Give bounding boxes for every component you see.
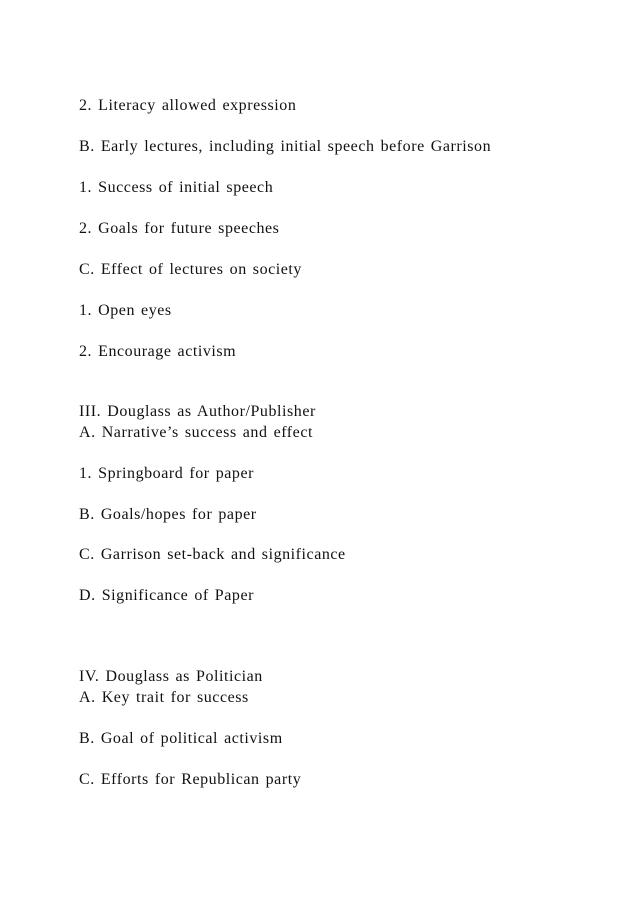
section-heading: IV. Douglass as Politician	[79, 668, 263, 685]
outline-item: B. Goals/hopes for paper	[79, 506, 257, 523]
outline-item: 2. Goals for future speeches	[79, 220, 280, 237]
outline-item: C. Effect of lectures on society	[79, 261, 302, 278]
outline-item: C. Garrison set-back and significance	[79, 546, 346, 563]
outline-item: 1. Open eyes	[79, 302, 172, 319]
outline-item: 1. Success of initial speech	[79, 179, 274, 196]
outline-item: D. Significance of Paper	[79, 587, 254, 604]
outline-item: B. Goal of political activism	[79, 730, 283, 747]
outline-item: 2. Encourage activism	[79, 343, 237, 360]
outline-item: A. Narrative’s success and effect	[79, 424, 313, 441]
outline-item: C. Efforts for Republican party	[79, 771, 302, 788]
outline-item: 1. Springboard for paper	[79, 465, 254, 482]
section-heading: III. Douglass as Author/Publisher	[79, 403, 316, 420]
outline-item: A. Key trait for success	[79, 689, 249, 706]
outline-item: B. Early lectures, including initial speech before Garrison	[79, 138, 492, 155]
outline-item: 2. Literacy allowed expression	[79, 97, 297, 114]
